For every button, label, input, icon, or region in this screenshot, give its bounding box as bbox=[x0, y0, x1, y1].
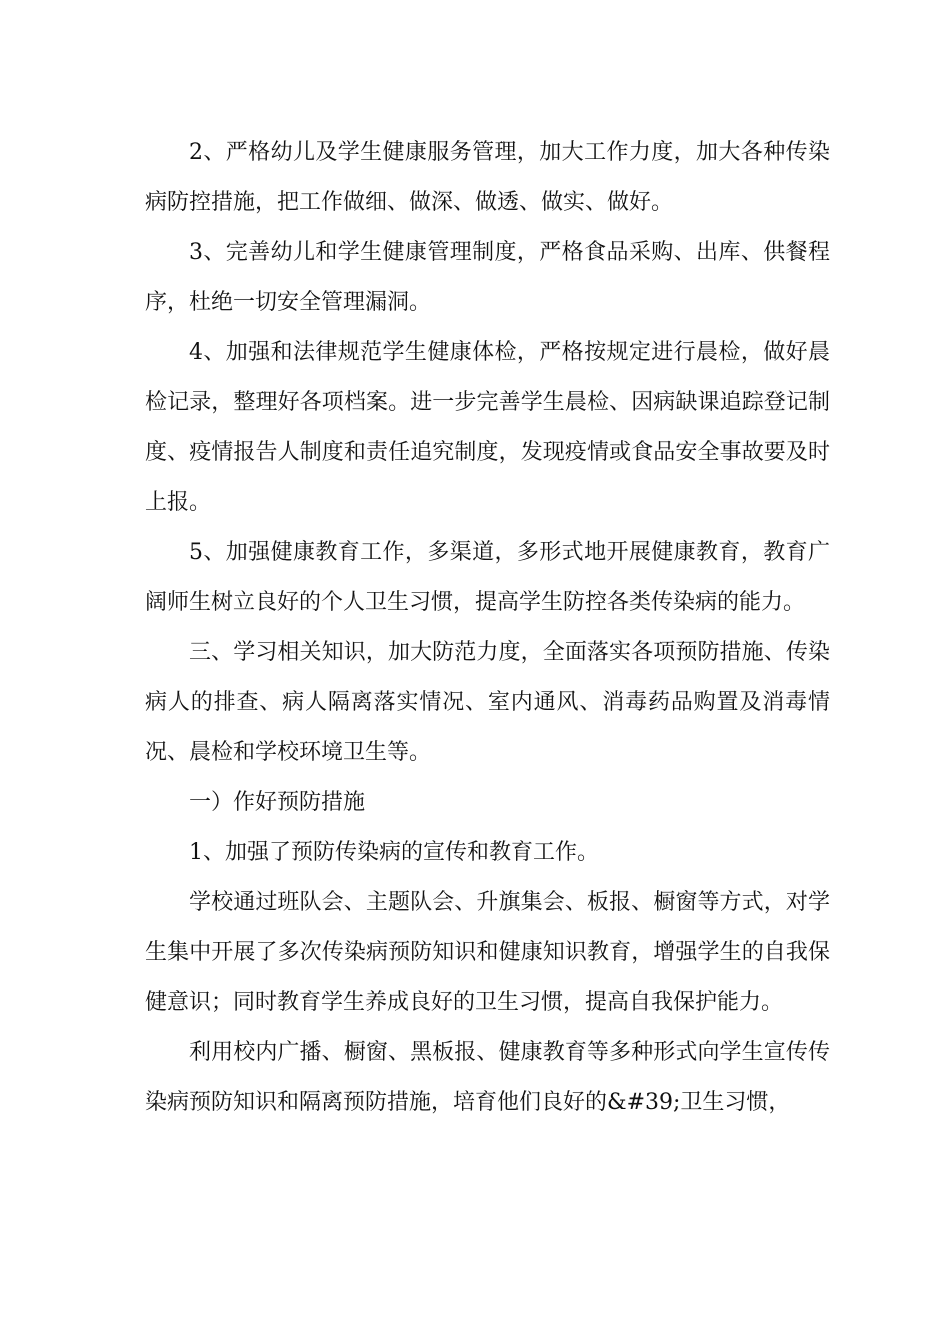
paragraph-publicity: 1、加强了预防传染病的宣传和教育工作。 bbox=[189, 840, 599, 865]
subheading-prevention: 一）作好预防措施 bbox=[189, 790, 366, 815]
paragraph-health-system: 3、完善幼儿和学生健康管理制度，严格食品采购、出库、供餐程序，杜绝一切安全管理漏洞。 bbox=[145, 240, 830, 315]
document-body bbox=[145, 128, 830, 1128]
section-heading-prevention-measures: 三、学习相关知识，加大防范力度，全面落实各项预防措施、传染病人的排查、病人隔离落实情况、室内通风、消毒药品购置及消毒情况、晨检和学校环境卫生等。 bbox=[145, 640, 830, 765]
paragraph-health-checkup: 4、加强和法律规范学生健康体检，严格按规定进行晨检，做好晨检记录，整理好各项档案。进一步完善学生晨检、因病缺课追踪登记制度、疫情报告人制度和责任追究制度，发现疫情或食品安全事故要及时上报。 bbox=[145, 340, 830, 515]
paragraph-health-education: 5、加强健康教育工作，多渠道，多形式地开展健康教育，教育广阔师生树立良好的个人卫生习惯，提高学生防控各类传染病的能力。 bbox=[145, 540, 830, 615]
paragraph-school-activities: 学校通过班队会、主题队会、升旗集会、板报、橱窗等方式，对学生集中开展了多次传染病预防知识和健康知识教育，增强学生的自我保健意识；同时教育学生养成良好的卫生习惯，提高自我保护能力。 bbox=[145, 890, 830, 1015]
paragraph-campus-broadcast: 利用校内广播、橱窗、黑板报、健康教育等多种形式向学生宣传传染病预防知识和隔离预防措施，培育他们良好的&#39;卫生习惯， bbox=[145, 1040, 830, 1115]
paragraph-hygiene-management: 2、严格幼儿及学生健康服务管理，加大工作力度，加大各种传染病防控措施，把工作做细、做深、做透、做实、做好。 bbox=[145, 140, 830, 215]
